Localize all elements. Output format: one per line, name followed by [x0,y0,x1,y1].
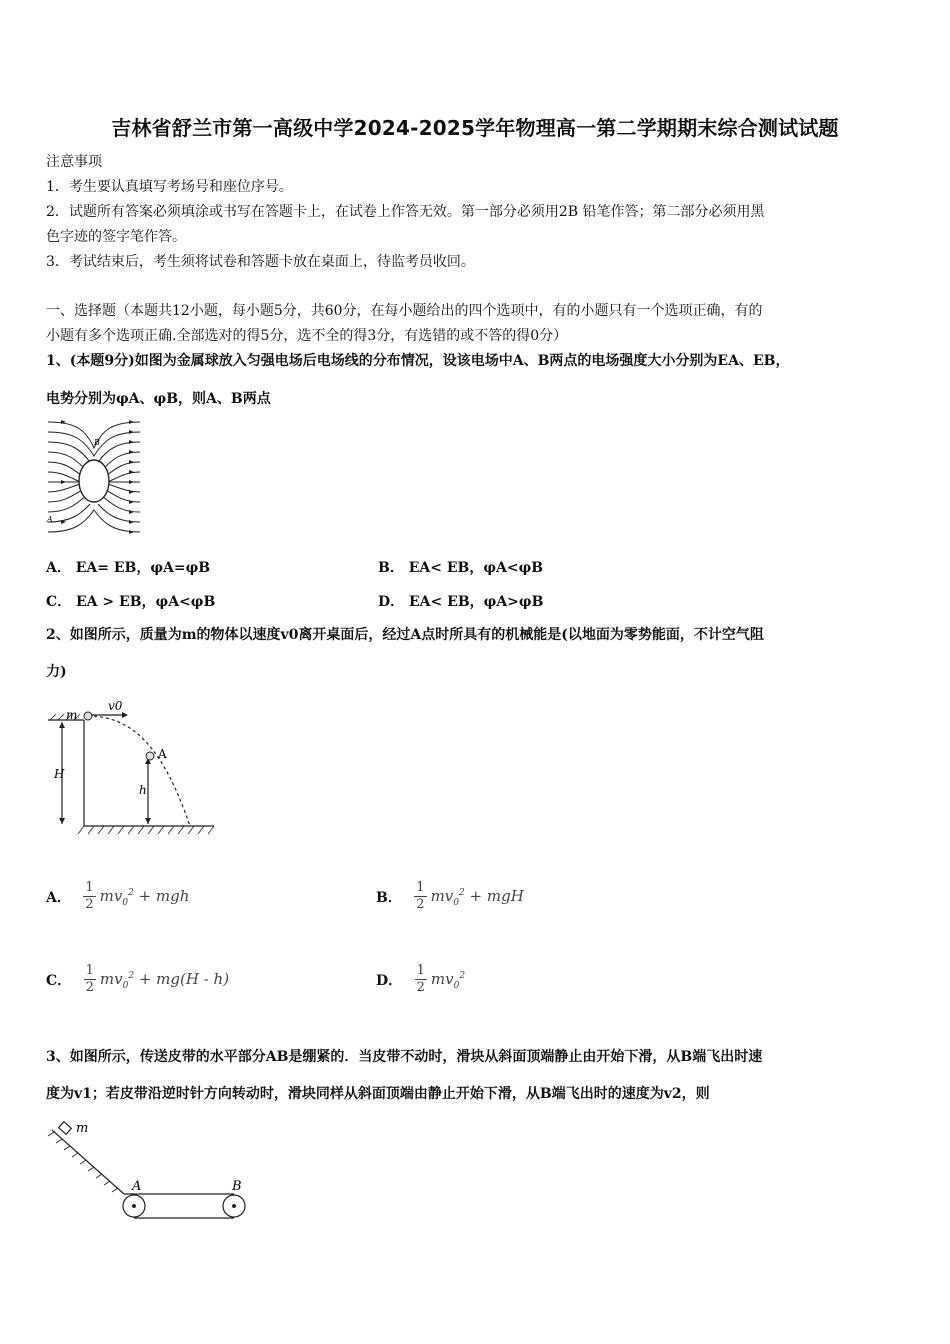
q2-stem-line1: 2、如图所示，质量为m的物体以速度v0离开桌面后，经过A点时所具有的机械能是(以地面为零势能面，不计空气阻 [46,627,764,643]
q2-label-a: A [158,747,167,761]
q3-label-m: m [76,1121,89,1136]
section1-line2: 小题有多个选项正确.全部选对的得5分，选不全的得3分，有选错的或不答的得0分） [46,328,568,344]
section1-line1: 一、选择题（本题共12小题，每小题5分，共60分，在每小题给出的四个选项中，有的小题只有一个选项正确，有的 [46,303,763,319]
notice-heading: 注意事项 [46,154,102,170]
notice-item-2: 2．试题所有答案必须填涂或书写在答题卡上，在试卷上作答无效。第一部分必须用2B 铅笔作答；第二部分必须用黑 [46,204,765,220]
q2-option-a-tail: + mgh [138,886,190,905]
q2-option-d[interactable]: D． $\frac{1}{2}$ $mv_0^2$ [376,963,466,995]
notice-item-3: 3．考试结束后，考生须将试卷和答题卡放在桌面上，待监考员收回。 [46,254,475,270]
fraction-half: $\frac{1}{2}$ [85,880,94,912]
q3-label-a: A [132,1179,142,1194]
q1-stem-line1: 1、(本题9分)如图为金属球放入匀强电场后电场线的分布情况，设该电场中A、B两点的电场强度大小分别为EA、EB， [46,353,790,369]
q2-label-m: m [66,708,78,722]
q1-option-c[interactable]: C． EA > EB，φA<φB [46,594,216,610]
notice-item-2-cont: 色字迹的签字笔作答。 [46,229,186,245]
q2-option-a[interactable]: A． $\frac{1}{2}$ $mv_0^2$ + mgh [46,880,190,912]
fraction-half: $\frac{1}{2}$ [416,880,425,912]
q1-option-a[interactable]: A． EA= EB，φA=φB [46,560,211,576]
q3-label-b: B [232,1179,242,1194]
q2-option-b[interactable]: B． $\frac{1}{2}$ $mv_0^2$ + mgH [376,880,524,912]
q3-conveyor-figure [46,1118,252,1224]
page-title: 吉林省舒兰市第一高级中学2024-2025学年物理高一第二学期期末综合测试试题 [111,116,839,140]
q2-option-c-label: C． [46,972,72,989]
q2-stem-line2: 力) [46,664,67,680]
q2-label-h-small: h [139,783,147,797]
q2-option-b-label: B． [376,889,402,906]
q1-option-d[interactable]: D． EA< EB，φA>φB [378,594,544,610]
q2-label-v0: v0 [108,700,123,713]
q1-option-b[interactable]: B． EA< EB，φA<φB [378,560,544,576]
q2-option-a-label: A． [46,889,71,906]
q2-option-c-tail: + mg(H - h) [138,969,230,988]
q2-option-d-label: D． [376,972,403,989]
fraction-half: $\frac{1}{2}$ [416,963,425,995]
q2-label-h-big: H [54,767,65,781]
q3-stem-line2: 度为v1；若皮带沿逆时针方向转动时，滑块同样从斜面顶端由静止开始下滑，从B端飞出时的速度为v2，则 [46,1086,710,1102]
fraction-half: $\frac{1}{2}$ [85,963,94,995]
q1-label-a: A [47,515,53,524]
q1-stem-line2: 电势分别为φA、φB，则A、B两点 [46,391,271,407]
notice-item-1: 1．考生要认真填写考场号和座位序号。 [46,179,293,195]
q3-stem-line1: 3、如图所示，传送皮带的水平部分AB是绷紧的．当皮带不动时，滑块从斜面顶端静止由开始下滑，从B端飞出时速 [46,1049,763,1065]
q2-projectile-figure [44,700,216,840]
q2-option-c[interactable]: C． $\frac{1}{2}$ $mv_0^2 + mg(H - h)$ [46,963,230,995]
q2-option-b-tail: + mgH [469,886,524,905]
q1-label-b: B [94,438,100,447]
q1-field-figure [46,418,142,540]
